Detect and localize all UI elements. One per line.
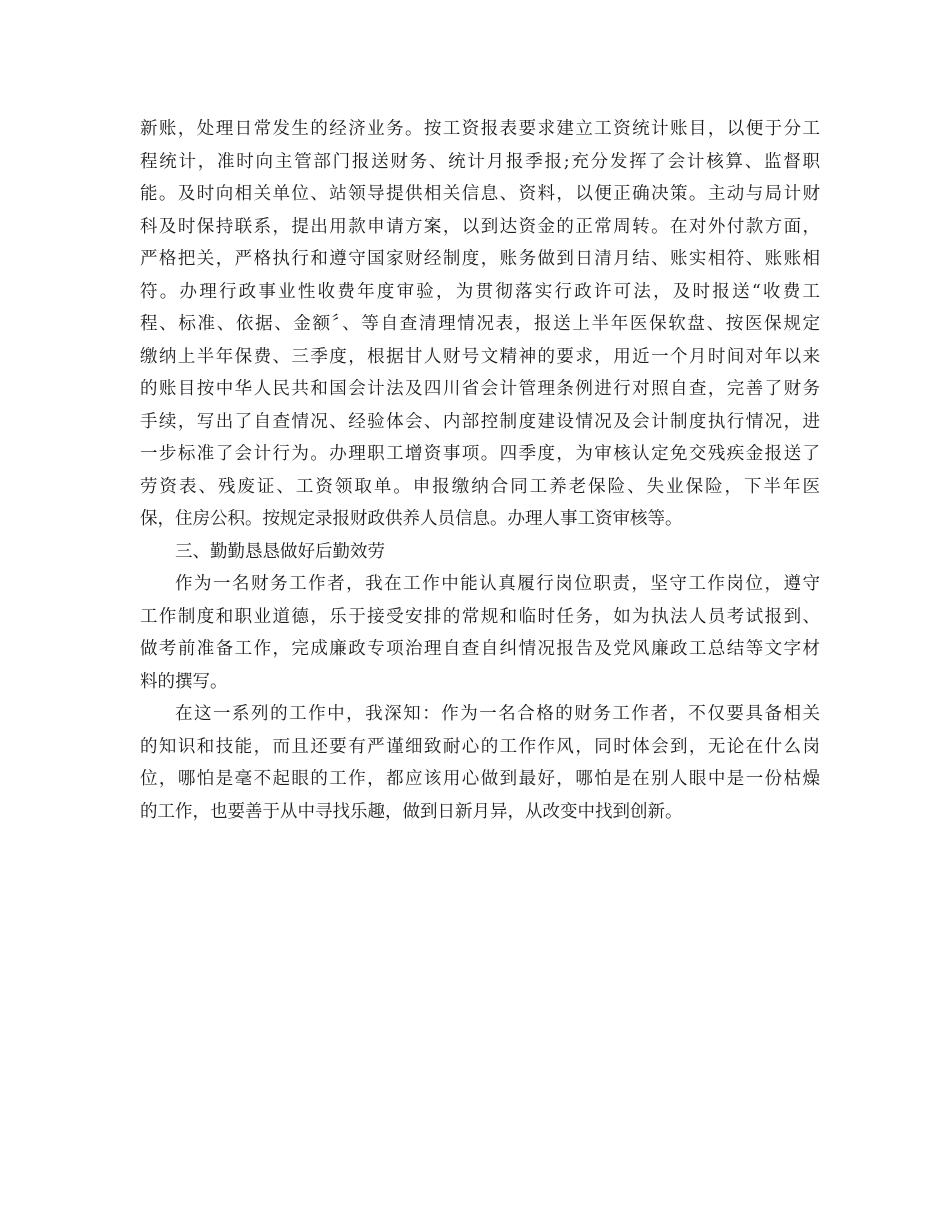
text-line: 能。及时向相关单位、站领导提供相关信息、资料，以便正确决策。主动与局计财 — [140, 184, 820, 204]
text-line: 严格把关，严格执行和遵守国家财经制度，账务做到日清月结、账实相符、账账相 — [140, 249, 820, 269]
text-line: 的知识和技能，而且还要有严谨细致耐心的工作作风，同时体会到，无论在什么岗 — [140, 736, 820, 757]
text-line: 位，哪怕是毫不起眼的工作，都应该用心做到最好，哪怕是在别人眼中是一份枯燥 — [140, 769, 820, 789]
text-line: 劳资表、残废证、工资领取单。申报缴纳合同工养老保险、失业保险，下半年医 — [140, 476, 820, 497]
text-line: 的账目按中华人民共和国会计法及四川省会计管理条例进行对照自查，完善了财务 — [140, 379, 820, 399]
text-line: 的工作，也要善于从中寻找乐趣，做到日新月异，从改变中找到创新。 — [140, 801, 683, 822]
text-line: 保，住房公积。按规定录报财政供养人员信息。办理人事工资审核等。 — [140, 509, 683, 529]
text-line: 在这一系列的工作中，我深知：作为一名合格的财务工作者，不仅要具备相关 — [175, 704, 820, 724]
text-line: 程、标准、依据、金额〞、等自查清理情况表，报送上半年医保软盘、按医保规定 — [140, 314, 820, 334]
text-line: 工作制度和职业道德，乐于接受安排的常规和临时任务，如为执法人员考试报到、 — [140, 606, 820, 627]
section-3 — [140, 536, 820, 569]
text-line: 一步标准了会计行为。办理职工增资事项。四季度，为审核认定免交残疾金报送了 — [140, 444, 820, 464]
paragraph-3 — [140, 698, 820, 828]
text-line: 符。办理行政事业性收费年度审验，为贯彻落实行政许可法，及时报送“收费工 — [140, 281, 820, 302]
paragraph-2 — [140, 568, 820, 698]
text-line: 缴纳上半年保费、三季度，根据甘人财号文精神的要求，用近一个月时间对年以来 — [140, 346, 820, 367]
text-line: 料的撰写。 — [140, 671, 228, 692]
text-line: 新账，处理日常发生的经济业务。按工资报表要求建立工资统计账目，以便于分工 — [140, 119, 820, 139]
text-line: 手续，写出了自查情况、经验体会、内部控制度建设情况及会计制度执行情况，进 — [140, 411, 820, 432]
text-line: 程统计，准时向主管部门报送财务、统计月报季报;充分发挥了会计核算、监督职 — [140, 151, 820, 172]
section-heading: 三、勤勤恳恳做好后勤效劳 — [175, 541, 385, 562]
paragraph-1 — [140, 113, 820, 536]
text-line: 做考前准备工作，完成廉政专项治理自查自纠情况报告及党风廉政工总结等文字材 — [140, 639, 820, 659]
text-line: 科及时保持联系，提出用款申请方案，以到达资金的正常周转。在对外付款方面， — [140, 216, 820, 237]
text-line: 作为一名财务工作者，我在工作中能认真履行岗位职责，坚守工作岗位，遵守 — [175, 574, 820, 594]
